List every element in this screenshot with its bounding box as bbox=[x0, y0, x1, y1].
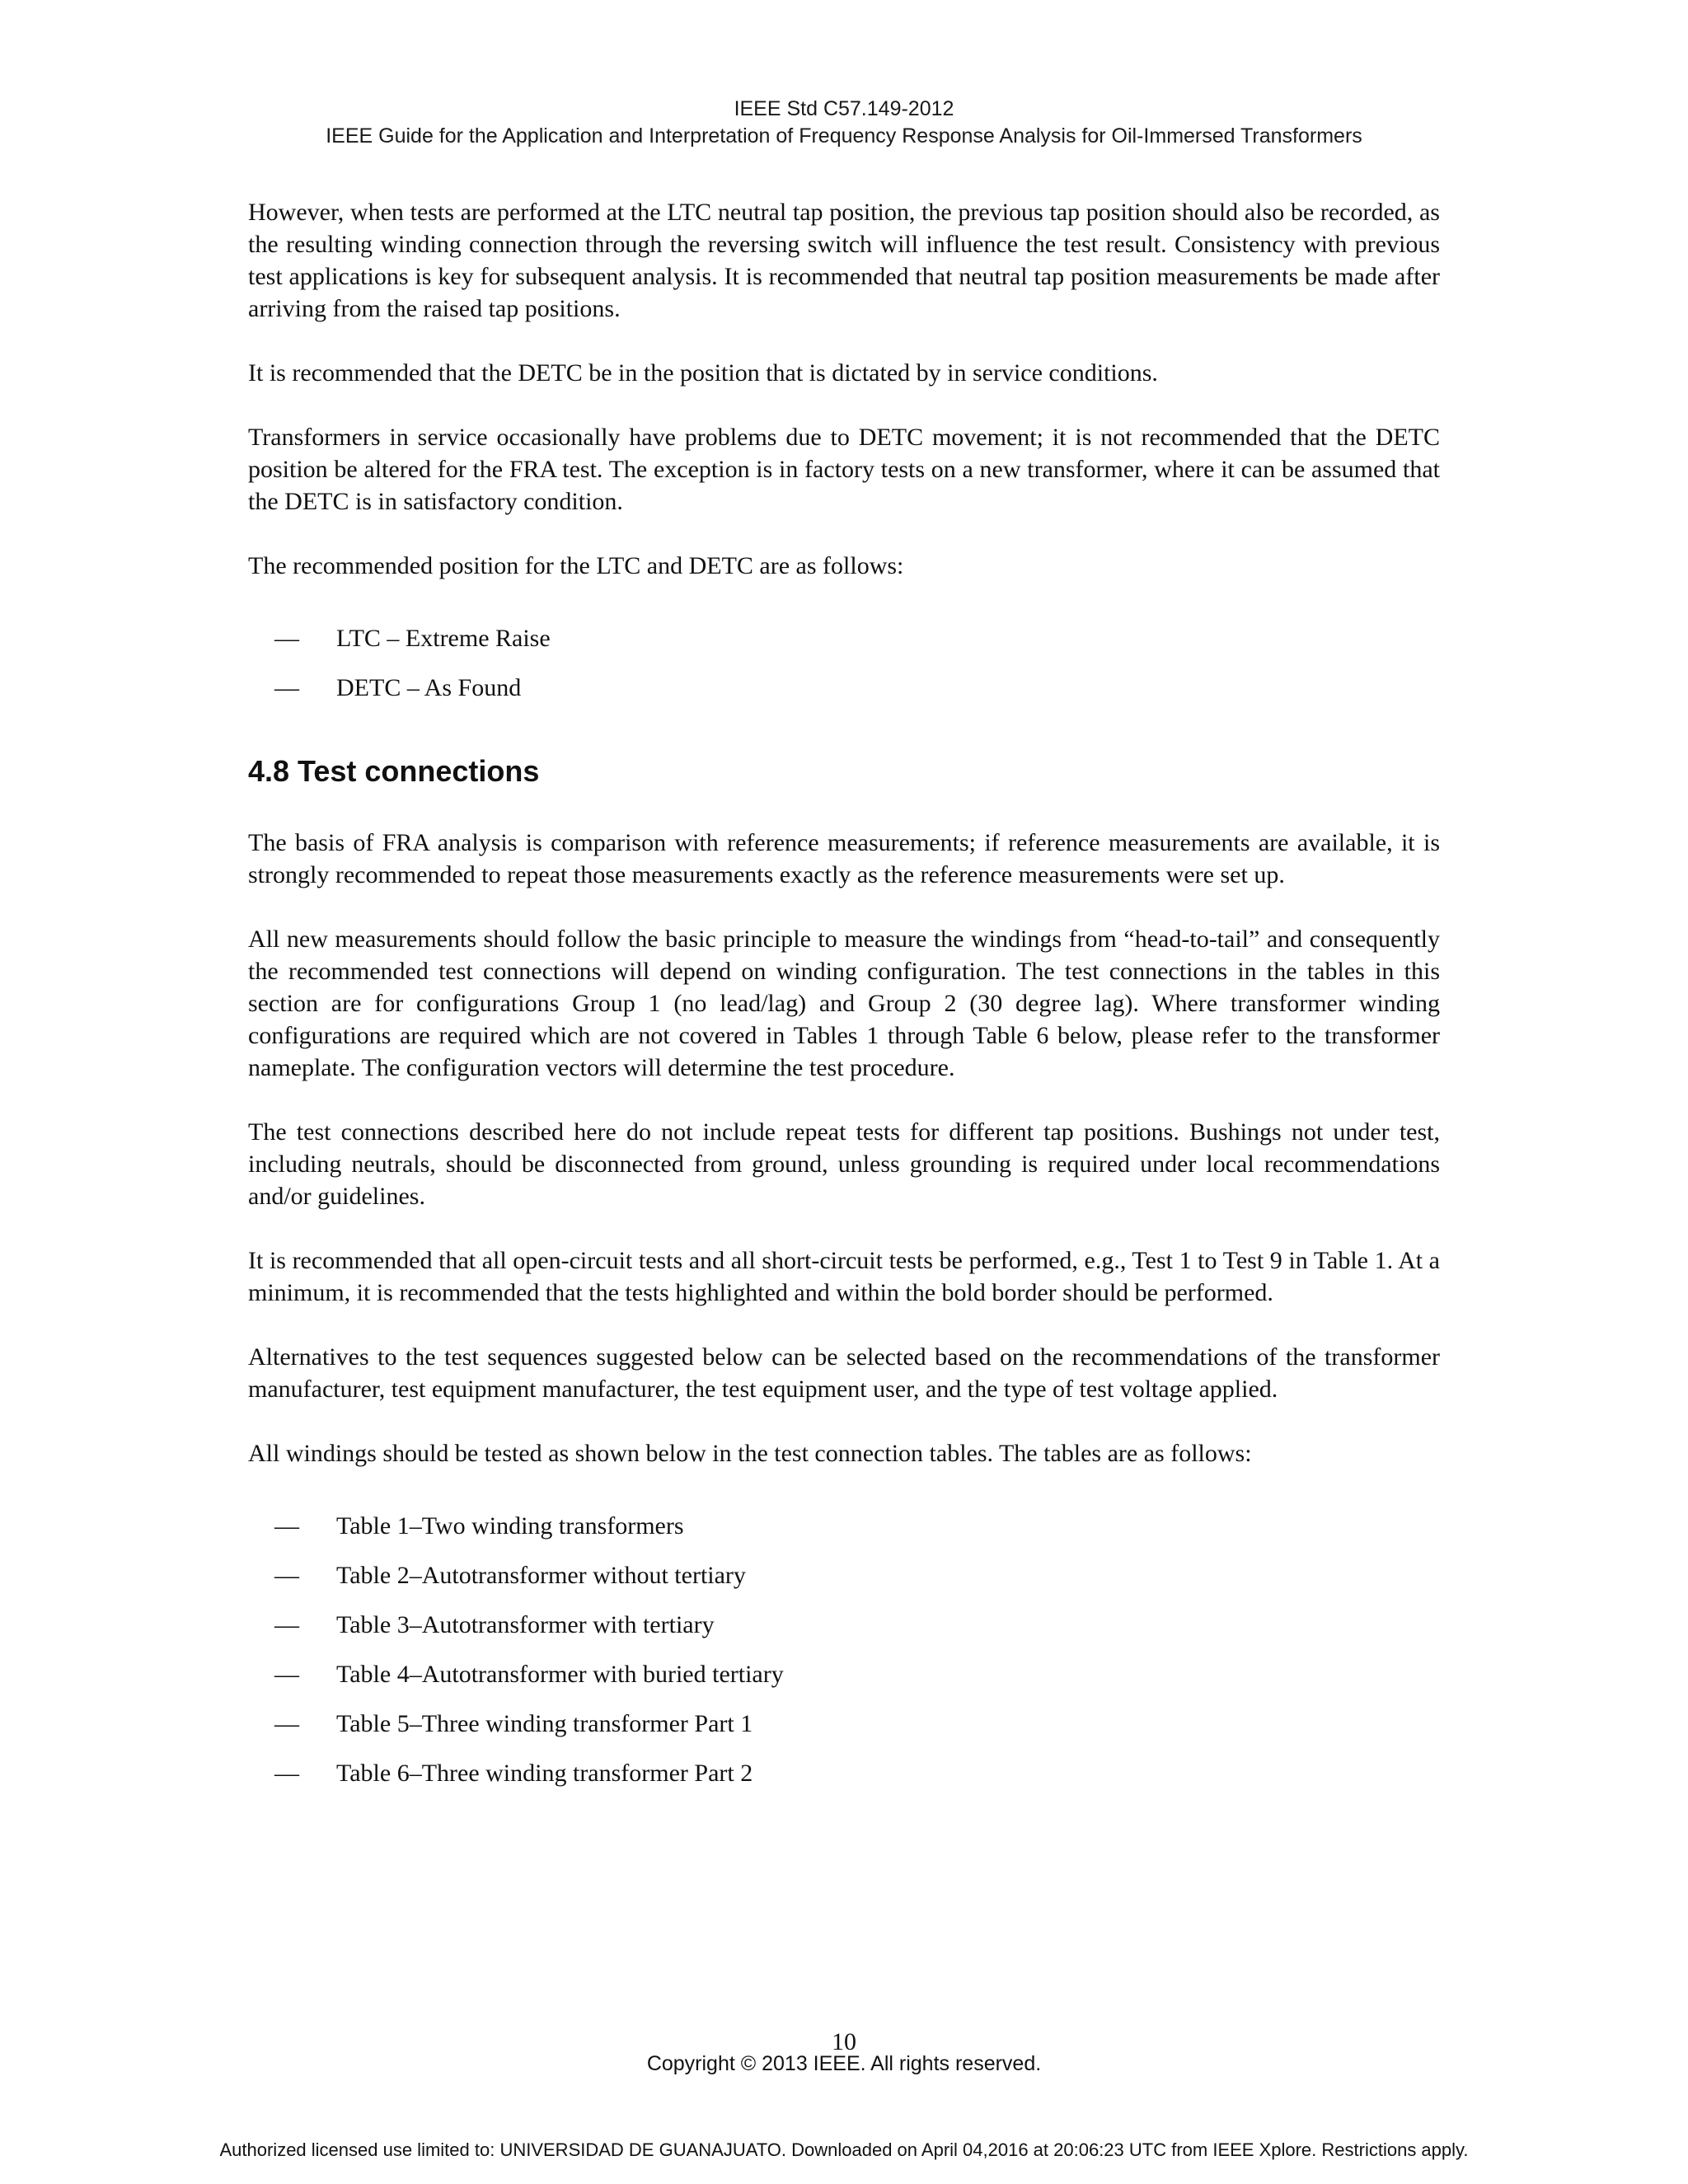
list-item-text: Table 1–Two winding transformers bbox=[336, 1512, 684, 1540]
dash-bullet: — bbox=[274, 1661, 299, 1688]
list-item bbox=[248, 1510, 1440, 1559]
paragraph-open-short-circuit: It is recommended that all open-circuit tests and all short-circuit tests be performed, e.g., Test 1 to Test 9 in Table 1. At a minimum, it is recommended that the tests highlighted and within the bold border should be performed. bbox=[248, 1247, 1440, 1306]
paragraph-ltc-neutral: However, when tests are performed at the LTC neutral tap position, the previous tap position should also be recorded, as the resulting winding connection through the reversing switch will influence the test result. Consistency with previous test applications is key for subsequent analysis. It is recommended that neutral tap position measurements be made after arriving from the raised tap positions. bbox=[248, 199, 1440, 322]
list-item bbox=[248, 1757, 1440, 1807]
list-item bbox=[248, 622, 1440, 672]
copyright-notice: Copyright © 2013 IEEE. All rights reserved. bbox=[646, 2052, 1042, 2075]
paragraph-head-to-tail: All new measurements should follow the basic principle to measure the windings from “head-to-tail” and consequently the recommended test connections will depend on winding configuration. The test connections in the tables in this section are for configurations Group 1 (no lead/lag) and Group 2 (30 degree lag). Where transformer winding configurations are required which are not covered in Tables 1 through Table 6 below, please refer to the transformer nameplate. The configuration vectors will determine the test procedure. bbox=[248, 926, 1440, 1081]
list-test-tables bbox=[248, 1510, 1440, 1807]
paragraph-tap-positions: The test connections described here do not include repeat tests for different tap positions. Bushings not under test, including neutrals, should be disconnected from ground, unless grounding is required under local recommendations and/or guidelines. bbox=[248, 1118, 1440, 1210]
list-item-text: Table 5–Three winding transformer Part 1 bbox=[336, 1710, 753, 1737]
dash-bullet: — bbox=[274, 625, 299, 652]
list-item bbox=[248, 672, 1440, 721]
paragraph-tables-intro: All windings should be tested as shown below in the test connection tables. The tables are as follows: bbox=[248, 1440, 1252, 1467]
dash-bullet: — bbox=[274, 1562, 299, 1589]
list-item-text: DETC – As Found bbox=[336, 674, 522, 701]
list-item-text: Table 6–Three winding transformer Part 2 bbox=[336, 1760, 753, 1787]
list-item-text: Table 4–Autotransformer with buried tertiary bbox=[336, 1661, 784, 1688]
paragraph-fra-basis: The basis of FRA analysis is comparison with reference measurements; if reference measurements are available, it is strongly recommended to repeat those measurements exactly as the reference measurements were set up. bbox=[248, 829, 1440, 888]
paragraph-recommended-position: The recommended position for the LTC and DETC are as follows: bbox=[248, 552, 904, 579]
list-item-text: Table 2–Autotransformer without tertiary bbox=[336, 1562, 746, 1589]
running-header-title: IEEE Guide for the Application and Interpretation of Frequency Response Analysis for Oil-Immersed Transformers bbox=[326, 124, 1362, 148]
list-item-text: LTC – Extreme Raise bbox=[336, 625, 551, 652]
list-item bbox=[248, 1559, 1440, 1609]
list-item bbox=[248, 1658, 1440, 1708]
dash-bullet: — bbox=[274, 1760, 299, 1787]
dash-bullet: — bbox=[274, 1611, 299, 1638]
section-heading: 4.8 Test connections bbox=[248, 754, 540, 788]
running-header-standard-number: IEEE Std C57.149-2012 bbox=[734, 97, 954, 120]
paragraph-detc-movement: Transformers in service occasionally have problems due to DETC movement; it is not recommended that the DETC position be altered for the FRA test. The exception is in factory tests on a new transformer, where it can be assumed that the DETC is in satisfactory condition. bbox=[248, 424, 1440, 515]
page-body bbox=[248, 196, 1440, 1807]
list-tap-positions bbox=[248, 622, 1440, 721]
page-number: 10 bbox=[832, 2028, 856, 2055]
dash-bullet: — bbox=[274, 674, 299, 701]
list-item bbox=[248, 1609, 1440, 1658]
dash-bullet: — bbox=[274, 1512, 299, 1540]
list-item-text: Table 3–Autotransformer with tertiary bbox=[336, 1611, 715, 1638]
paragraph-detc-position: It is recommended that the DETC be in the position that is dictated by in service conditions. bbox=[248, 359, 1158, 387]
dash-bullet: — bbox=[274, 1710, 299, 1737]
list-item bbox=[248, 1708, 1440, 1757]
license-notice: Authorized licensed use limited to: UNIVERSIDAD DE GUANAJUATO. Downloaded on April 04,2016 at 20:06:23 UTC from IEEE Xplore. Restrictions apply. bbox=[219, 2139, 1469, 2160]
paragraph-alternatives: Alternatives to the test sequences suggested below can be selected based on the recommendations of the transformer manufacturer, test equipment manufacturer, the test equipment user, and the type of test voltage applied. bbox=[248, 1343, 1440, 1403]
